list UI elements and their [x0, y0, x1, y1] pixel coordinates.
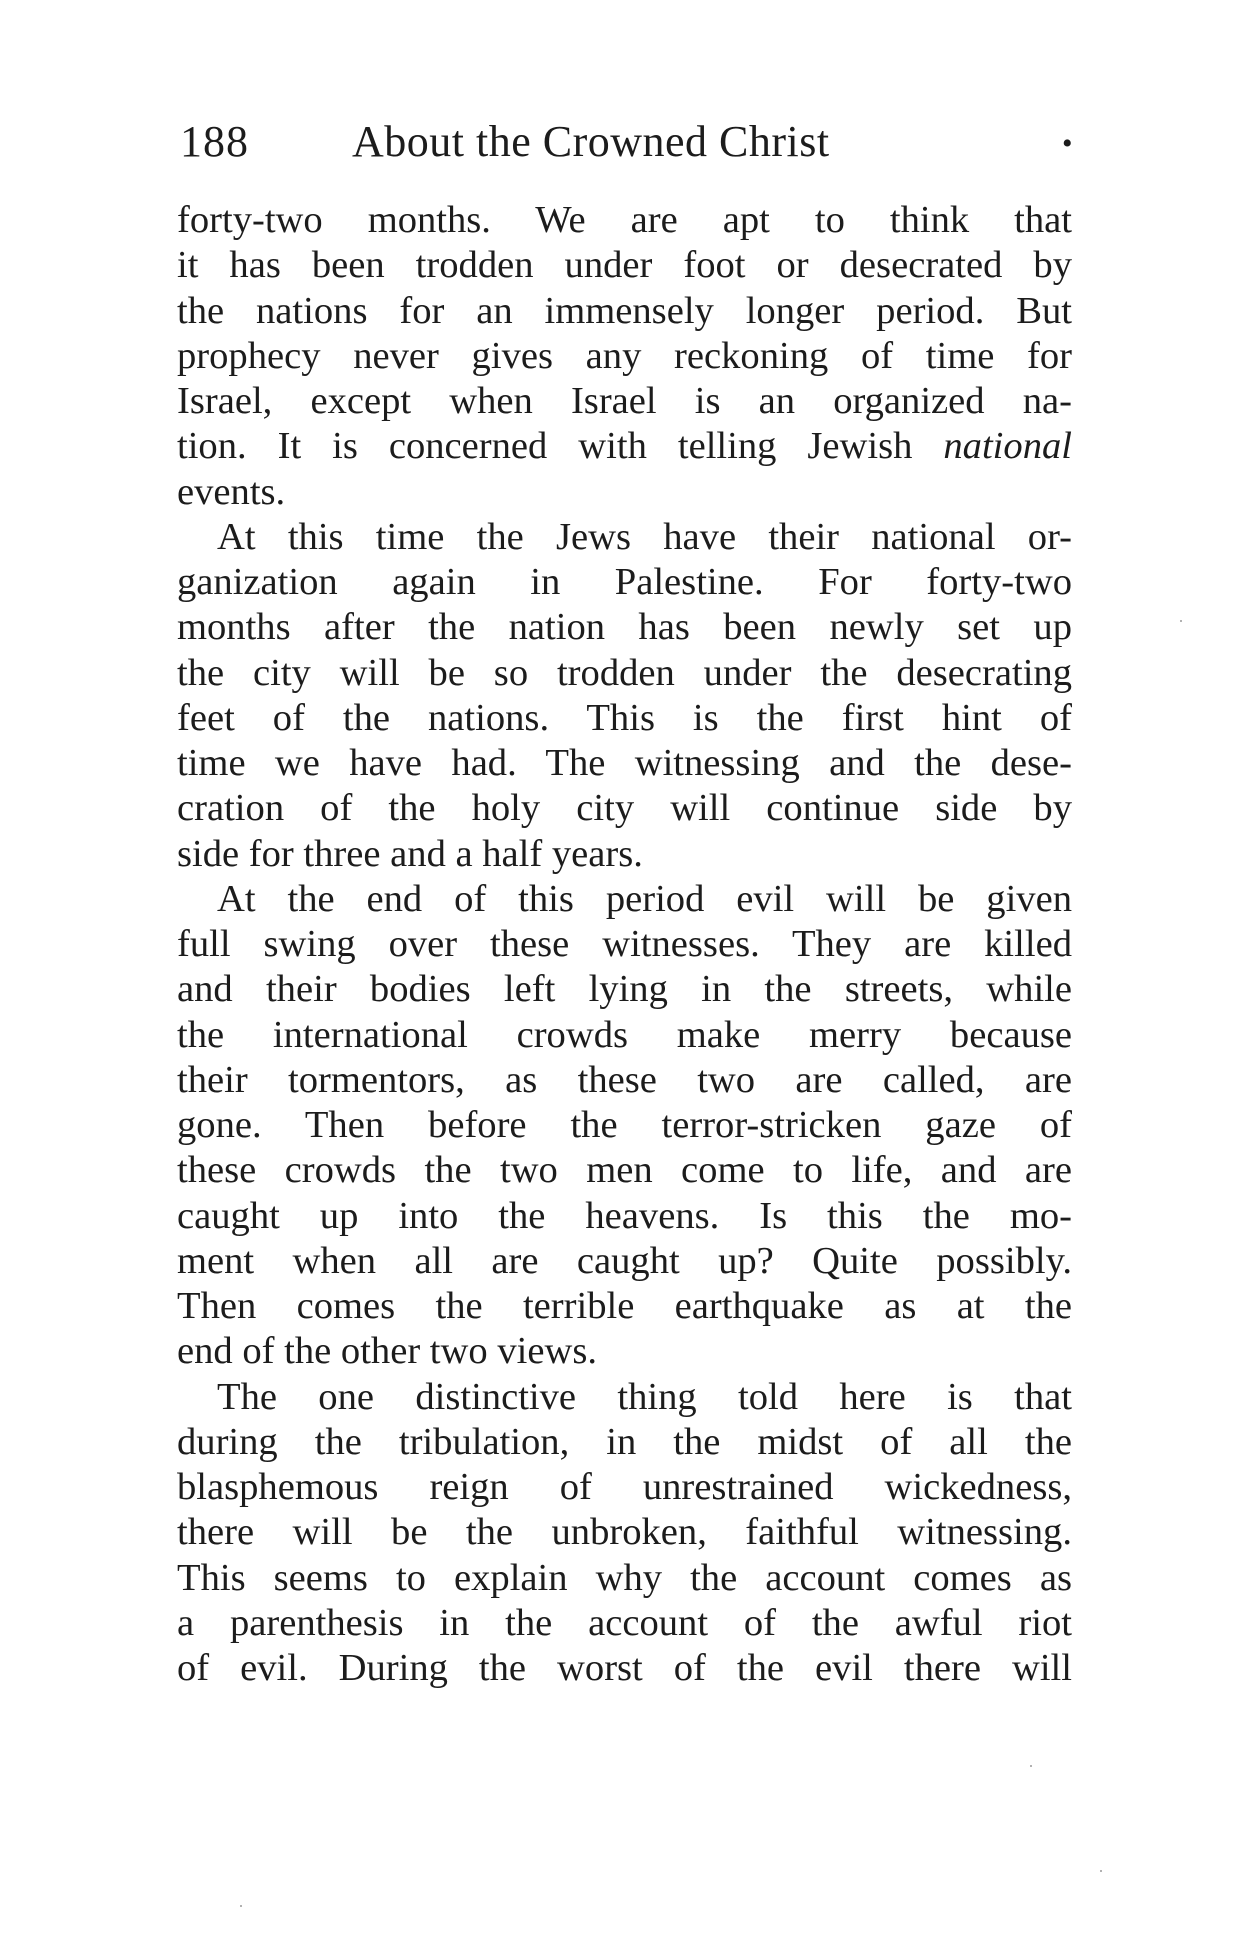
paper-speck: [1030, 1765, 1032, 1767]
text-line: time we have had. The witnessing and the dese-: [177, 742, 1072, 784]
text-line: blasphemous reign of unrestrained wickedness,: [177, 1466, 1072, 1508]
dot-mark: •: [1062, 127, 1073, 160]
text-line: full swing over these witnesses. They are killed: [177, 923, 1072, 965]
page-number: 188: [180, 117, 249, 166]
italic-word: national: [943, 425, 1072, 468]
paper-speck: [1100, 1870, 1102, 1872]
body-text: [177, 198, 1072, 1691]
paper-speck: [1180, 620, 1182, 622]
text-line: forty-two months. We are apt to think that: [177, 199, 1072, 241]
text-line: events.: [177, 470, 286, 513]
running-head: [180, 112, 1080, 172]
text-line: a parenthesis in the account of the awful riot: [177, 1601, 1072, 1644]
text-line: it has been trodden under foot or desecrated by: [177, 244, 1072, 287]
text-line: these crowds the two men come to life, and are: [177, 1149, 1072, 1192]
text-line: prophecy never gives any reckoning of time for: [177, 334, 1072, 377]
paper-speck: [240, 1905, 242, 1907]
text-line: the nations for an immensely longer period. But: [177, 289, 1072, 332]
paragraph-first-line: At the end of this period evil will be given: [217, 877, 1072, 920]
paragraph-first-line: At this time the Jews have their national or-: [217, 515, 1072, 558]
paragraph-first-line: The one distinctive thing told here is that: [217, 1375, 1072, 1418]
text-segment: tion. It is concerned with telling Jewish: [177, 425, 913, 468]
text-line: months after the nation has been newly set up: [177, 606, 1072, 649]
text-line: the international crowds make merry because: [177, 1013, 1072, 1056]
text-line: during the tribulation, in the midst of all the: [177, 1420, 1072, 1463]
text-line: Then comes the terrible earthquake as at the: [177, 1285, 1072, 1327]
text-line: caught up into the heavens. Is this the mo-: [177, 1194, 1072, 1237]
running-title: About the Crowned Christ: [352, 117, 830, 166]
text-line: ganization again in Palestine. For forty-two: [177, 561, 1072, 603]
text-line: cration of the holy city will continue side by: [177, 787, 1072, 830]
text-line: ment when all are caught up? Quite possibly.: [177, 1239, 1072, 1282]
text-line-with-italic: [177, 424, 1072, 469]
text-line: feet of the nations. This is the first hint of: [177, 696, 1072, 739]
text-line: gone. Then before the terror-stricken gaze of: [177, 1104, 1072, 1146]
text-line: their tormentors, as these two are called, are: [177, 1058, 1072, 1101]
text-line: there will be the unbroken, faithful witnessing.: [177, 1511, 1072, 1554]
text-line: This seems to explain why the account comes as: [177, 1556, 1072, 1599]
text-line: Israel, except when Israel is an organized na-: [177, 380, 1072, 422]
text-line: and their bodies left lying in the streets, while: [177, 968, 1072, 1011]
text-line: of evil. During the worst of the evil there will: [177, 1647, 1072, 1689]
text-line: side for three and a half years.: [177, 832, 643, 875]
text-line: end of the other two views.: [177, 1330, 597, 1373]
text-line: the city will be so trodden under the desecrating: [177, 651, 1072, 694]
